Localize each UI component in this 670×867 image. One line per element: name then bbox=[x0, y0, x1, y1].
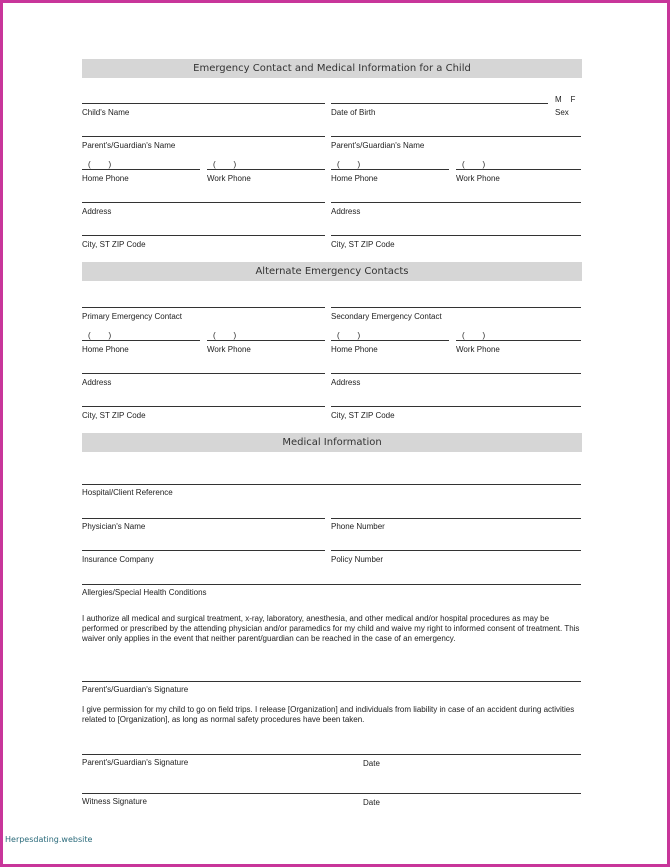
physician-label: Physician's Name bbox=[82, 522, 146, 531]
section-title-medical: Medical Information bbox=[82, 433, 582, 452]
alt-address-field-2[interactable] bbox=[331, 373, 581, 374]
guardian-signature-label-2: Parent's/Guardian's Signature bbox=[82, 758, 189, 767]
witness-signature-field[interactable] bbox=[82, 793, 581, 794]
guardian-signature-field-1[interactable] bbox=[82, 681, 581, 682]
child-name-label: Child's Name bbox=[82, 108, 130, 117]
alt-work-phone-parens-2: ( ) bbox=[462, 331, 486, 340]
phone-number-label: Phone Number bbox=[331, 522, 385, 531]
alt-work-phone-label-2: Work Phone bbox=[456, 345, 500, 354]
alt-home-phone-parens-2: ( ) bbox=[337, 331, 361, 340]
alt-address-label-1: Address bbox=[82, 378, 112, 387]
alt-work-phone-parens-1: ( ) bbox=[213, 331, 237, 340]
home-phone-field-2[interactable] bbox=[331, 169, 449, 170]
date-of-birth-label: Date of Birth bbox=[331, 108, 376, 117]
guardian-signature-label-1: Parent's/Guardian's Signature bbox=[82, 685, 189, 694]
home-phone-field-1[interactable] bbox=[82, 169, 200, 170]
work-phone-label-2: Work Phone bbox=[456, 174, 500, 183]
section-title-alternate: Alternate Emergency Contacts bbox=[82, 262, 582, 281]
sex-label: Sex bbox=[555, 108, 569, 117]
work-phone-parens-1: ( ) bbox=[213, 160, 237, 169]
alt-address-label-2: Address bbox=[331, 378, 361, 387]
phone-number-field[interactable] bbox=[331, 518, 581, 519]
parent-name-label-1: Parent's/Guardian's Name bbox=[82, 141, 176, 150]
section-title-main: Emergency Contact and Medical Information for a Child bbox=[82, 59, 582, 78]
home-phone-parens-1: ( ) bbox=[88, 160, 112, 169]
alt-work-phone-label-1: Work Phone bbox=[207, 345, 251, 354]
home-phone-label-2: Home Phone bbox=[331, 174, 378, 183]
alt-city-field-1[interactable] bbox=[82, 406, 325, 407]
alt-home-phone-field-2[interactable] bbox=[331, 340, 449, 341]
secondary-contact-label: Secondary Emergency Contact bbox=[331, 312, 442, 321]
parent-name-label-2: Parent's/Guardian's Name bbox=[331, 141, 425, 150]
guardian-signature-field-2[interactable] bbox=[82, 754, 581, 755]
address-field-1[interactable] bbox=[82, 202, 325, 203]
alt-address-field-1[interactable] bbox=[82, 373, 325, 374]
physician-field[interactable] bbox=[82, 518, 325, 519]
address-field-2[interactable] bbox=[331, 202, 581, 203]
authorization-text: I authorize all medical and surgical treatment, x-ray, laboratory, anesthesia, and other medical and/or hospital procedures as may be performed or prescribed by the attending physician and/or paramedics for my child and waive my right to informed consent of treatment. This waiver only applies in the event that neither parent/guardian can be reached in the case of an emergency. bbox=[82, 614, 580, 643]
alt-home-phone-label-1: Home Phone bbox=[82, 345, 129, 354]
city-label-1: City, ST ZIP Code bbox=[82, 240, 146, 249]
parent-name-field-1[interactable] bbox=[82, 136, 325, 137]
field-trip-text: I give permission for my child to go on field trips. I release [Organization] and individuals from liability in case of an accident during activities related to [Organization], as long as normal safety procedures have been taken. bbox=[82, 705, 575, 724]
policy-field[interactable] bbox=[331, 550, 581, 551]
city-field-1[interactable] bbox=[82, 235, 325, 236]
witness-date-label: Date bbox=[363, 798, 380, 807]
watermark: Herpesdating.website bbox=[5, 835, 93, 844]
alt-city-label-2: City, ST ZIP Code bbox=[331, 411, 395, 420]
work-phone-field-1[interactable] bbox=[207, 169, 325, 170]
city-field-2[interactable] bbox=[331, 235, 581, 236]
address-label-1: Address bbox=[82, 207, 112, 216]
parent-name-field-2[interactable] bbox=[331, 136, 581, 137]
city-label-2: City, ST ZIP Code bbox=[331, 240, 395, 249]
alt-home-phone-label-2: Home Phone bbox=[331, 345, 378, 354]
home-phone-label-1: Home Phone bbox=[82, 174, 129, 183]
insurance-label: Insurance Company bbox=[82, 555, 154, 564]
alt-work-phone-field-1[interactable] bbox=[207, 340, 325, 341]
home-phone-parens-2: ( ) bbox=[337, 160, 361, 169]
sex-options[interactable]: M F bbox=[555, 95, 576, 104]
address-label-2: Address bbox=[331, 207, 361, 216]
insurance-field[interactable] bbox=[82, 550, 325, 551]
allergies-label: Allergies/Special Health Conditions bbox=[82, 588, 207, 597]
child-name-field[interactable] bbox=[82, 103, 325, 104]
policy-label: Policy Number bbox=[331, 555, 384, 564]
alt-home-phone-parens-1: ( ) bbox=[88, 331, 112, 340]
hospital-label: Hospital/Client Reference bbox=[82, 488, 173, 497]
allergies-field[interactable] bbox=[82, 584, 581, 585]
witness-signature-label: Witness Signature bbox=[82, 797, 147, 806]
work-phone-parens-2: ( ) bbox=[462, 160, 486, 169]
primary-contact-label: Primary Emergency Contact bbox=[82, 312, 183, 321]
work-phone-label-1: Work Phone bbox=[207, 174, 251, 183]
signature-date-label: Date bbox=[363, 759, 380, 768]
alt-home-phone-field-1[interactable] bbox=[82, 340, 200, 341]
date-of-birth-field[interactable] bbox=[331, 103, 548, 104]
secondary-contact-field[interactable] bbox=[331, 307, 581, 308]
alt-city-field-2[interactable] bbox=[331, 406, 581, 407]
primary-contact-field[interactable] bbox=[82, 307, 325, 308]
work-phone-field-2[interactable] bbox=[456, 169, 581, 170]
alt-work-phone-field-2[interactable] bbox=[456, 340, 581, 341]
hospital-field[interactable] bbox=[82, 484, 581, 485]
alt-city-label-1: City, ST ZIP Code bbox=[82, 411, 146, 420]
